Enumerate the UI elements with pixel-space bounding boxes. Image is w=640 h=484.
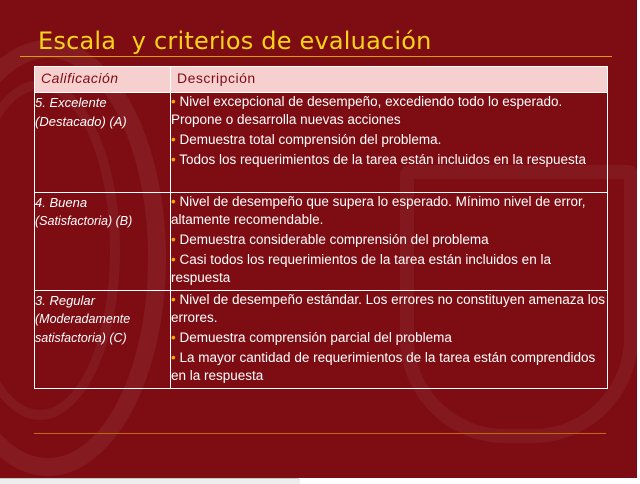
grade-level: 4. Buena — [35, 195, 88, 210]
grade-level: 5. Excelente — [35, 95, 107, 110]
description-cell — [171, 93, 608, 193]
grade-cell — [35, 93, 171, 193]
criterion-item: • Demuestra considerable comprensión del problema — [171, 232, 489, 247]
criterion-item: • Nivel de desempeño estándar. Los errores no constituyen amenaza los errores. — [171, 292, 606, 325]
grade-level: 3. Regular — [35, 293, 95, 308]
table-row — [35, 93, 608, 193]
grade-cell — [35, 193, 171, 291]
grade-label: (Destacado) (A) — [35, 114, 127, 129]
bullet-icon: • — [171, 292, 176, 307]
grade-label: (Moderadamente satisfactoria) (C) — [35, 312, 131, 345]
bullet-icon: • — [171, 330, 176, 345]
header-descripcion: Descripción — [171, 67, 608, 93]
table-row — [35, 291, 608, 389]
title-divider — [20, 56, 612, 57]
description-cell — [171, 291, 608, 389]
criterion-item: • Demuestra comprensión parcial del problema — [171, 330, 452, 345]
slide-title: Escala y criterios de evaluación — [38, 27, 432, 55]
bullet-icon: • — [171, 252, 176, 267]
bullet-icon: • — [171, 152, 176, 167]
status-bar — [0, 478, 300, 484]
bullet-icon: • — [171, 194, 176, 209]
grading-table — [34, 66, 608, 389]
criterion-item: • Nivel excepcional de desempeño, excediendo todo lo esperado. Propone o desarrolla nuevas acciones — [171, 94, 563, 127]
grade-label: (Satisfactoria) (B) — [35, 214, 133, 228]
criterion-item: • La mayor cantidad de requerimientos de la tarea están comprendidos en la respuesta — [171, 350, 596, 383]
criterion-item: • Nivel de desempeño que supera lo esperado. Mínimo nivel de error, altamente recomendable. — [171, 194, 586, 227]
criterion-item: • Casi todos los requerimientos de la tarea están incluidos en la respuesta — [171, 252, 551, 285]
bullet-icon: • — [171, 350, 176, 365]
bullet-icon: • — [171, 232, 176, 247]
footer-divider — [34, 433, 606, 434]
bullet-icon: • — [171, 132, 176, 147]
table-row — [35, 193, 608, 291]
bullet-icon: • — [171, 94, 176, 109]
table-header-row — [35, 67, 608, 93]
criterion-item: • Todos los requerimientos de la tarea están incluidos en la respuesta — [171, 152, 586, 167]
description-cell — [171, 193, 608, 291]
grade-cell — [35, 291, 171, 389]
header-calificacion: Calificación — [35, 67, 171, 93]
criterion-item: • Demuestra total comprensión del problema. — [171, 132, 442, 147]
